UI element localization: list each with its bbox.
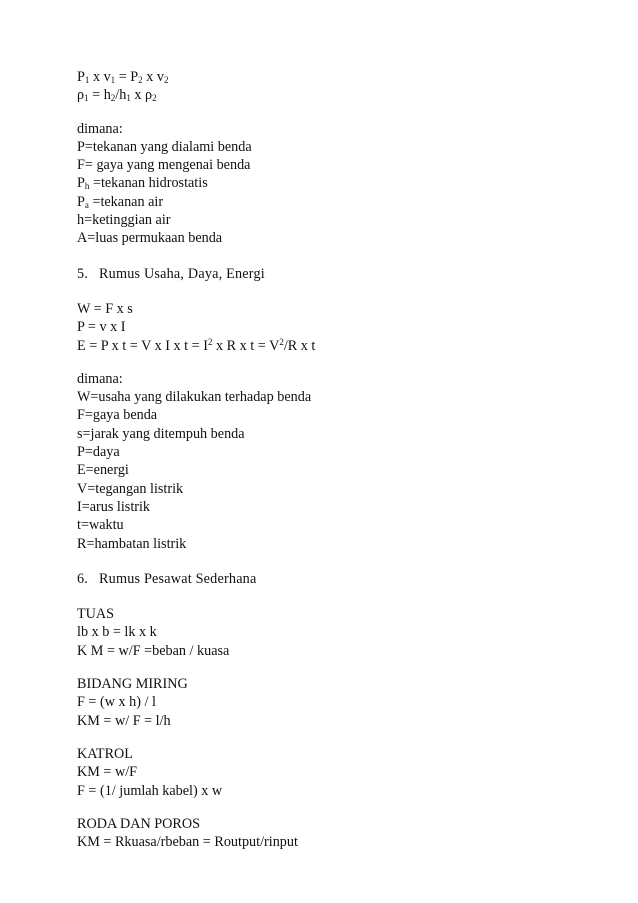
formula-lever: lb x b = lk x k <box>77 624 157 641</box>
definition-item: W=usaha yang dilakukan terhadap benda <box>77 389 312 406</box>
formula-incline-km: KM = w/ F = l/h <box>77 712 171 729</box>
formula-energy: E = P x t = V x I x $t = I^2$ x R x $t = V^2/R$ x t <box>77 336 316 354</box>
definitions-label: dimana: <box>77 370 123 387</box>
subheading-bidang-miring: BIDANG MIRING <box>77 676 188 693</box>
definition-item: P=tekanan yang dialami benda <box>77 138 252 155</box>
definition-item: F=gaya benda <box>77 407 158 424</box>
formula-pressure-volume: $P_1$ x $v_1 = P_2$ x $v_2$ <box>77 69 169 85</box>
definition-item: $P_a$ =tekanan air <box>77 193 164 210</box>
section-heading-usaha-daya-energi: 5. Rumus Usaha, Daya, Energi <box>77 265 265 282</box>
definition-item: A=luas permukaan benda <box>77 230 223 247</box>
formula-pulley-force: F = (1/ jumlah kabel) x w <box>77 782 223 799</box>
definition-item: t=waktu <box>77 517 124 534</box>
formula-pulley-km: KM = w/F <box>77 764 138 781</box>
definition-item: P=daya <box>77 444 120 461</box>
definition-item: $P_h$ =tekanan hidrostatis <box>77 175 208 192</box>
subheading-katrol: KATROL <box>77 745 133 762</box>
definition-item: s=jarak yang ditempuh benda <box>77 425 245 442</box>
definition-item: F= gaya yang mengenai benda <box>77 157 251 174</box>
definition-item: R=hambatan listrik <box>77 535 187 552</box>
definitions-label: dimana: <box>77 120 123 137</box>
formula-density-height: $\rho_1 = h_2/h_1$ x $\rho_2$ <box>77 87 157 104</box>
formula-work: W = F x s <box>77 300 133 317</box>
subheading-tuas: TUAS <box>77 606 115 623</box>
section-heading-pesawat-sederhana: 6. Rumus Pesawat Sederhana <box>77 570 257 587</box>
formula-lever-km: K M = w/F =beban / kuasa <box>77 642 230 659</box>
definition-item: h=ketinggian air <box>77 212 171 229</box>
definition-item: I=arus listrik <box>77 498 151 515</box>
formula-wheel-axle: KM = Rkuasa/rbeban = Routput/rinput <box>77 834 298 851</box>
formula-power: P = v x I <box>77 319 126 336</box>
definition-item: E=energi <box>77 462 129 479</box>
document-page <box>77 68 597 851</box>
definition-item: V=tegangan listrik <box>77 480 184 497</box>
subheading-roda-dan-poros: RODA DAN POROS <box>77 815 200 832</box>
formula-incline: F = (w x h) / l <box>77 694 156 711</box>
